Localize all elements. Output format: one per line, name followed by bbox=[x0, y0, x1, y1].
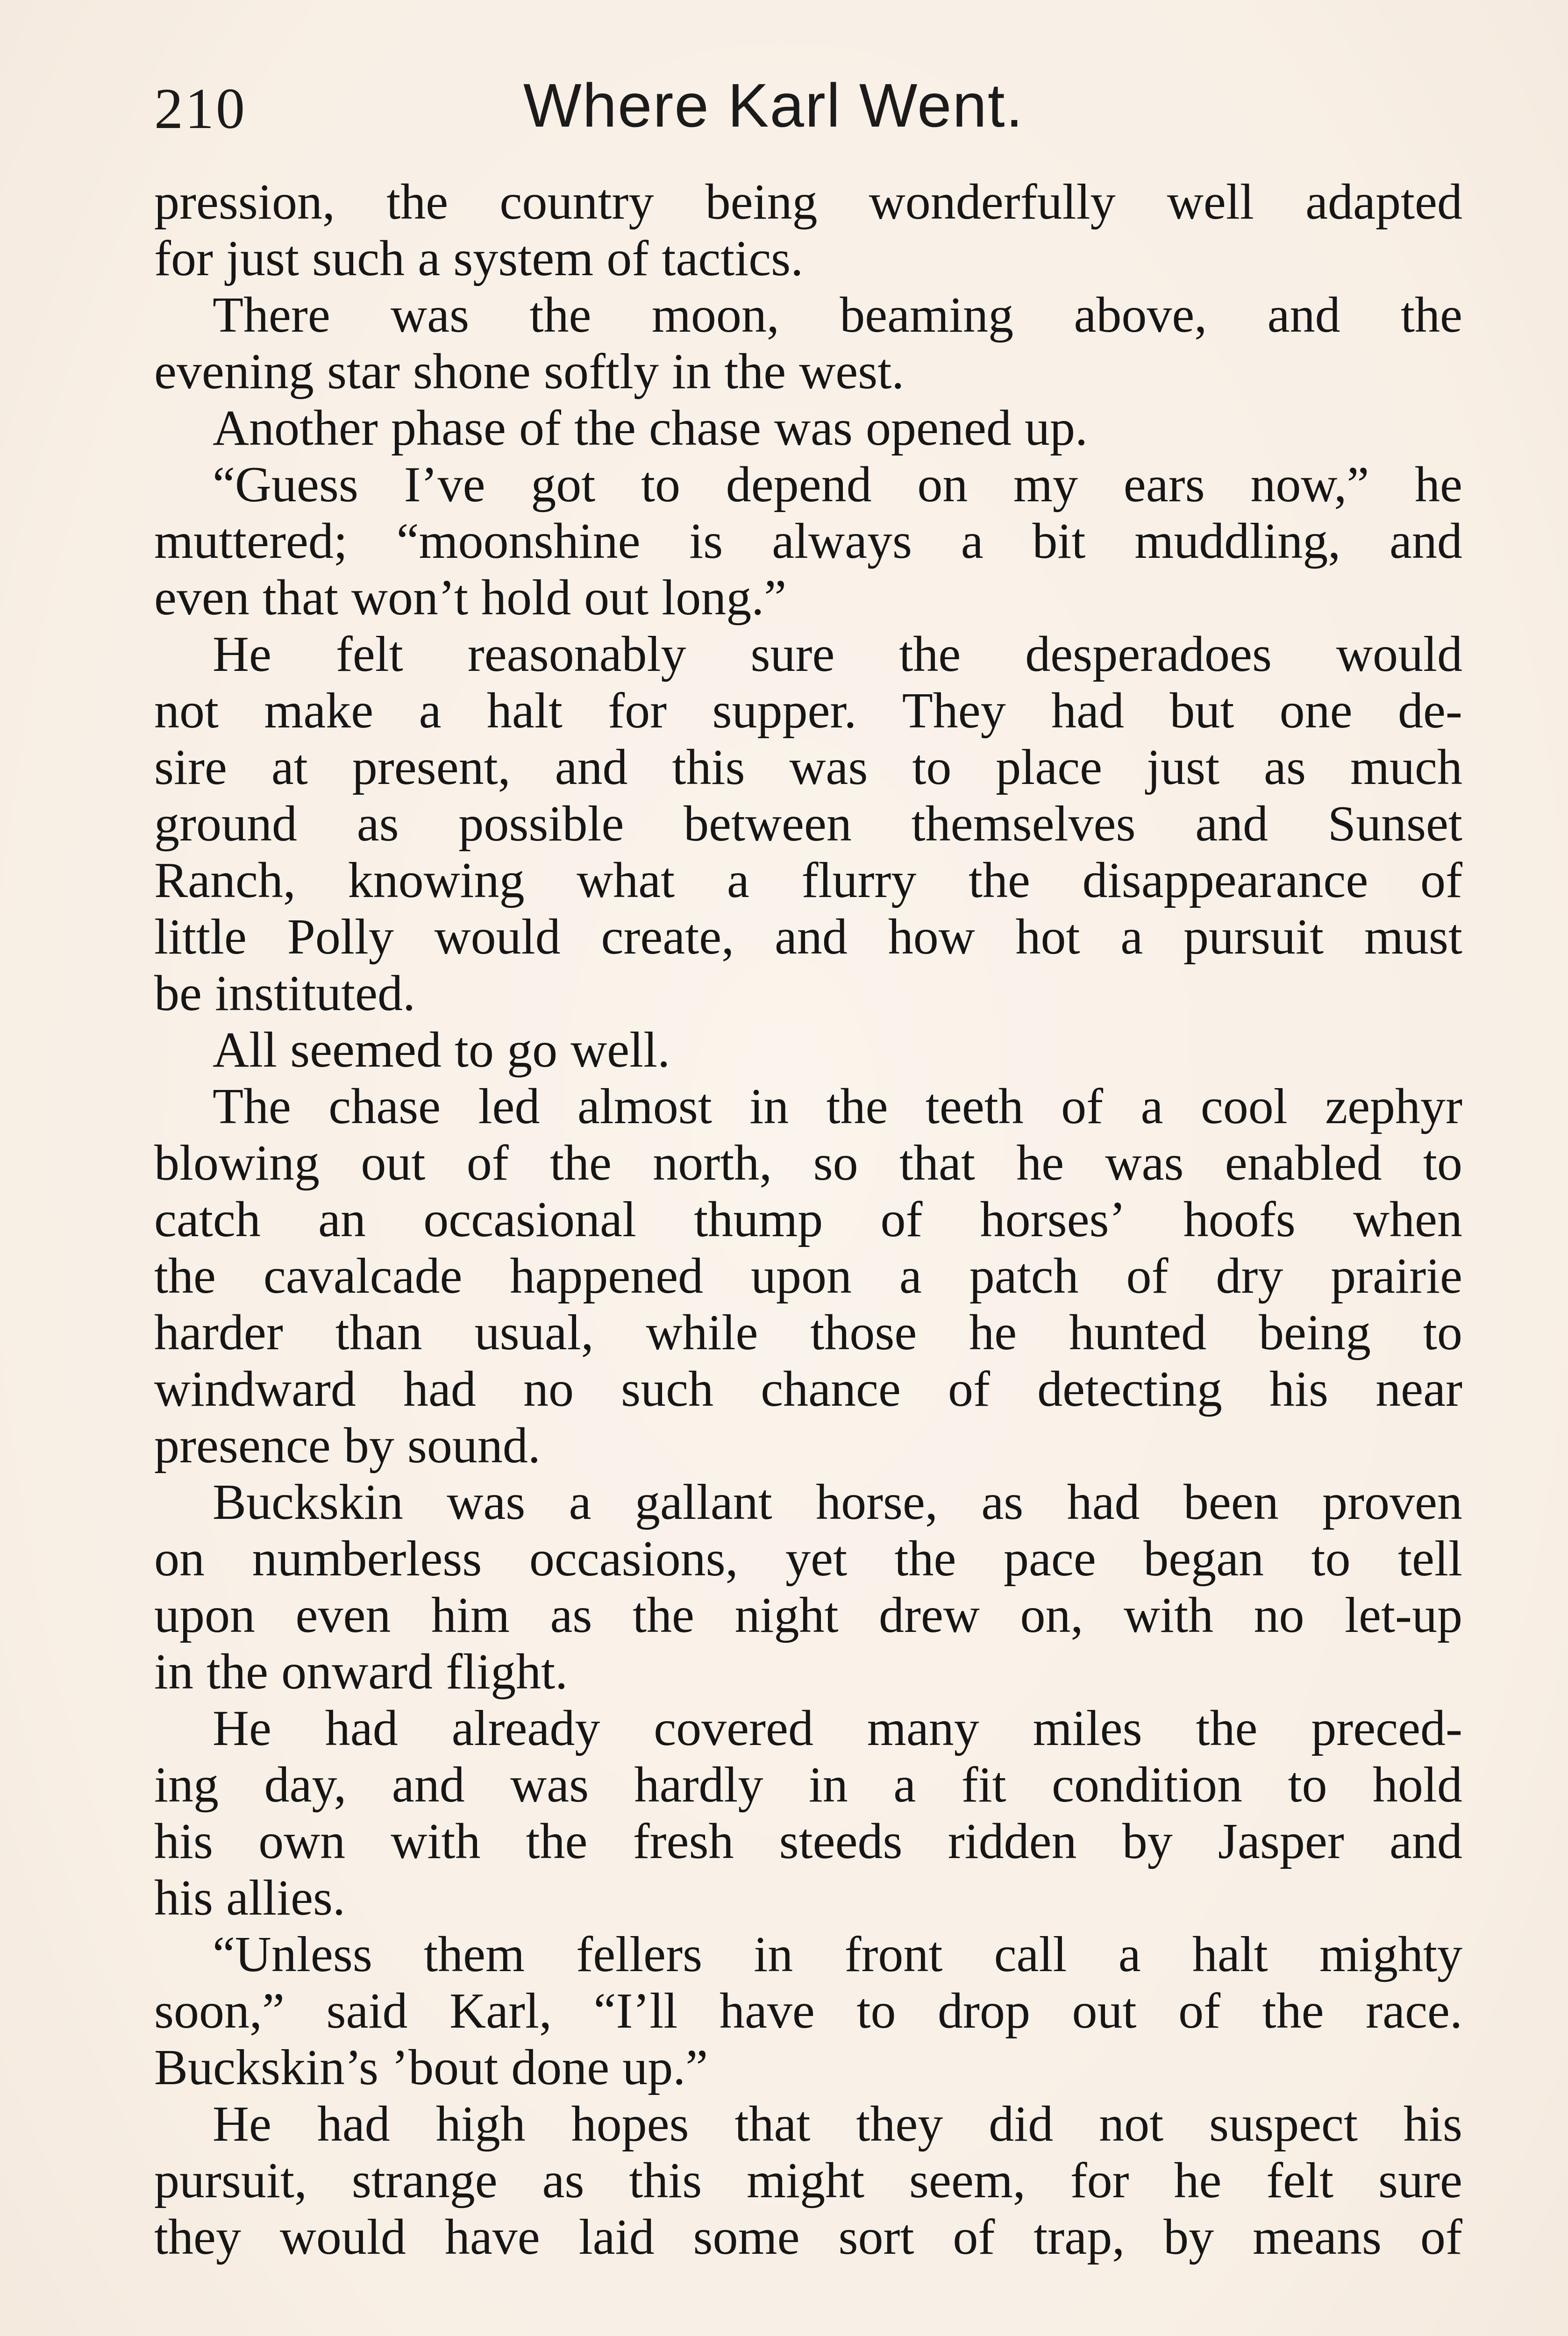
paragraph bbox=[154, 400, 1462, 456]
paragraph bbox=[154, 287, 1462, 400]
paragraph bbox=[154, 1022, 1462, 1078]
text-line: The chase led almost in the teeth of a cool zephyr bbox=[213, 1079, 1462, 1134]
text-line: on numberless occasions, yet the pace began to tell bbox=[154, 1531, 1462, 1587]
text-line: Another phase of the chase was opened up. bbox=[213, 400, 1088, 456]
text-line: the cavalcade happened upon a patch of dry prairie bbox=[154, 1248, 1462, 1304]
text-line: upon even him as the night drew on, with no let-up bbox=[154, 1588, 1462, 1643]
paragraph bbox=[154, 1474, 1462, 1700]
text-line: his allies. bbox=[154, 1870, 346, 1926]
text-line: be instituted. bbox=[154, 966, 416, 1021]
text-line: harder than usual, while those he hunted being to bbox=[154, 1305, 1462, 1360]
text-line: “Guess I’ve got to depend on my ears now,” he bbox=[213, 457, 1462, 513]
text-line: Ranch, knowing what a flurry the disappearance of bbox=[154, 853, 1462, 908]
text-line: his own with the fresh steeds ridden by Jasper and bbox=[154, 1814, 1462, 1869]
text-line: ing day, and was hardly in a fit condition to hold bbox=[154, 1757, 1462, 1813]
paragraph bbox=[154, 626, 1462, 1022]
text-line: Buckskin was a gallant horse, as had been proven bbox=[213, 1474, 1462, 1530]
text-line: Buckskin’s ’bout done up.” bbox=[154, 2040, 708, 2095]
text-line: “Unless them fellers in front call a halt mighty bbox=[213, 1927, 1462, 1982]
text-line: not make a halt for supper. They had but one de- bbox=[154, 683, 1462, 739]
body-text bbox=[154, 174, 1462, 2265]
paragraph bbox=[154, 174, 1462, 287]
text-line: ground as possible between themselves and Sunset bbox=[154, 796, 1462, 852]
text-line: windward had no such chance of detecting his near bbox=[154, 1361, 1462, 1417]
text-line: sire at present, and this was to place just as much bbox=[154, 740, 1462, 795]
text-line: in the onward flight. bbox=[154, 1644, 568, 1700]
text-line: soon,” said Karl, “I’ll have to drop out of the race. bbox=[154, 1983, 1462, 2039]
text-line: evening star shone softly in the west. bbox=[154, 344, 905, 399]
paragraph bbox=[154, 1078, 1462, 1474]
paragraph bbox=[154, 456, 1462, 626]
paragraph bbox=[154, 2096, 1462, 2265]
text-line: blowing out of the north, so that he was enabled to bbox=[154, 1135, 1462, 1191]
page-header bbox=[154, 70, 1462, 154]
text-line: He had high hopes that they did not suspect his bbox=[213, 2096, 1462, 2152]
text-line: All seemed to go well. bbox=[213, 1022, 670, 1078]
paragraph bbox=[154, 1926, 1462, 2096]
text-line: pursuit, strange as this might seem, for he felt sure bbox=[154, 2153, 1462, 2208]
text-line: He had already covered many miles the preced- bbox=[213, 1701, 1462, 1756]
text-line: catch an occasional thump of horses’ hoofs when bbox=[154, 1192, 1462, 1247]
text-line: presence by sound. bbox=[154, 1418, 541, 1474]
text-line: There was the moon, beaming above, and the bbox=[213, 287, 1462, 343]
text-line: even that won’t hold out long.” bbox=[154, 570, 787, 626]
running-title: Where Karl Went. bbox=[523, 71, 1024, 140]
text-line: little Polly would create, and how hot a pursuit must bbox=[154, 909, 1462, 965]
page-number: 210 bbox=[154, 77, 247, 141]
text-line: they would have laid some sort of trap, by means of bbox=[154, 2209, 1462, 2265]
text-line: pression, the country being wonderfully well adapted bbox=[154, 174, 1462, 230]
paragraph bbox=[154, 1700, 1462, 1926]
text-line: muttered; “moonshine is always a bit muddling, and bbox=[154, 513, 1462, 569]
text-line: He felt reasonably sure the desperadoes would bbox=[213, 627, 1462, 682]
text-line: for just such a system of tactics. bbox=[154, 231, 804, 286]
